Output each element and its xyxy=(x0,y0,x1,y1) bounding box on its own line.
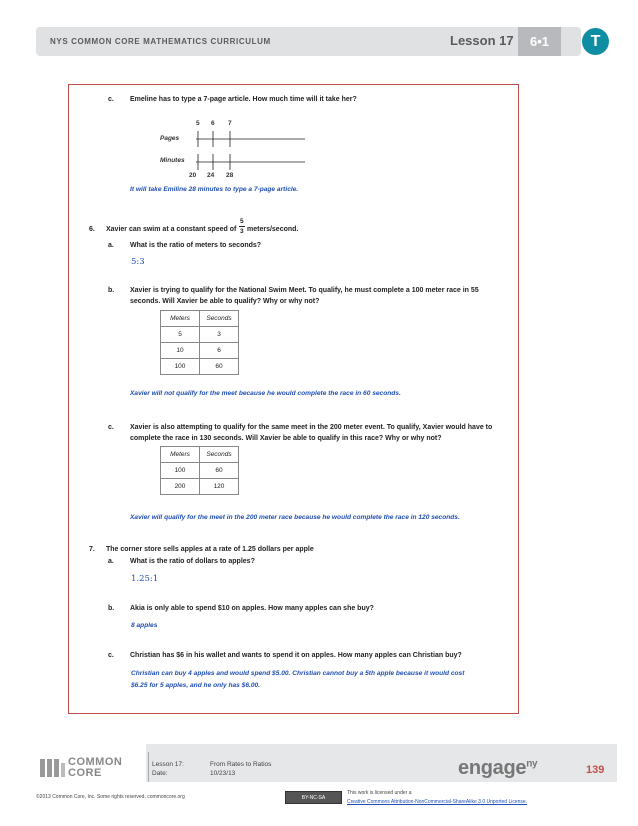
q6a-answer: 5:3 xyxy=(131,257,145,267)
q6-text-after: meters/second. xyxy=(247,226,299,233)
footer-lesson-value: From Rates to Ratios xyxy=(210,761,272,768)
q6c-letter: c. xyxy=(108,424,114,431)
teacher-badge-icon: T xyxy=(582,28,609,55)
footer-date-label: Date: xyxy=(152,770,168,777)
q6-text-before: Xavier can swim at a constant speed of xyxy=(106,226,237,233)
q5c-text: Emeline has to type a 7-page article. How much time will it take her? xyxy=(130,96,357,103)
q7a-text: What is the ratio of dollars to apples? xyxy=(130,558,255,565)
q5c-letter: c. xyxy=(108,96,114,103)
pages-tick-6: 6 xyxy=(211,120,215,127)
table-cell: 3 xyxy=(200,327,239,343)
q6-frac-den: 3 xyxy=(240,228,244,235)
pages-tick-5: 5 xyxy=(196,120,200,127)
table-cell: 120 xyxy=(200,479,239,495)
table-header: Meters xyxy=(161,447,200,463)
engageny-logo xyxy=(458,757,537,780)
cc-license-badge-icon: BY-NC-SA xyxy=(285,791,342,804)
q6b-ratio-table xyxy=(160,310,239,375)
lesson-label: Lesson 17 xyxy=(450,33,514,48)
table-cell: 200 xyxy=(161,479,200,495)
minutes-tick-24: 24 xyxy=(207,172,215,179)
q7c-letter: c. xyxy=(108,652,114,659)
license-link[interactable]: Creative Commons Attribution-NonCommercial-ShareAlike 3.0 Unported License. xyxy=(347,799,528,805)
q7c-answer-line2: $6.25 for 5 apples, and he only has $6.00. xyxy=(131,682,260,689)
q6c-answer: Xavier will qualify for the meet in the 200 meter race because he would complete the race in 120 seconds. xyxy=(130,514,460,521)
brand-text: engage xyxy=(458,757,527,779)
q7b-letter: b. xyxy=(108,605,115,612)
table-cell: 60 xyxy=(200,463,239,479)
q7c-text: Christian has $6 in his wallet and wants to spend it on apples. How many apples can Christian buy? xyxy=(130,652,462,659)
q7a-answer: 1.25:1 xyxy=(131,574,159,584)
table-cell: 100 xyxy=(161,359,200,375)
q7b-text: Akia is only able to spend $10 on apples. How many apples can she buy? xyxy=(130,605,374,612)
table-cell: 10 xyxy=(161,343,200,359)
logo-line2: CORE xyxy=(68,767,102,779)
q6b-letter: b. xyxy=(108,287,115,294)
q7a-letter: a. xyxy=(108,558,114,565)
q6-number: 6. xyxy=(89,226,95,233)
q7b-answer: 8 apples xyxy=(131,622,158,629)
q6c-line1: Xavier is also attempting to qualify for the same meet in the 200 meter event. To qualify, Xavier would have to xyxy=(130,424,493,431)
logo-line1: COMMON xyxy=(68,756,123,768)
table-cell: 5 xyxy=(161,327,200,343)
q7-number: 7. xyxy=(89,546,95,553)
license-text: This work is licensed under a xyxy=(347,790,412,796)
curriculum-title: NYS COMMON CORE MATHEMATICS CURRICULUM xyxy=(50,37,271,46)
footer-lesson-label: Lesson 17: xyxy=(152,761,184,768)
common-core-logo-text xyxy=(68,757,122,779)
q6c-ratio-table xyxy=(160,446,239,495)
table-cell: 6 xyxy=(200,343,239,359)
pages-tick-7: 7 xyxy=(228,120,232,127)
q7-text: The corner store sells apples at a rate of 1.25 dollars per apple xyxy=(106,546,314,553)
table-header: Seconds xyxy=(200,311,239,327)
q6-frac-bar xyxy=(239,226,245,227)
minutes-tick-20: 20 xyxy=(189,172,197,179)
q6a-text: What is the ratio of meters to seconds? xyxy=(130,242,262,249)
table-cell: 100 xyxy=(161,463,200,479)
page-number: 139 xyxy=(586,764,605,776)
table-cell: 60 xyxy=(200,359,239,375)
grade-badge: 6•1 xyxy=(518,27,561,56)
minutes-label: Minutes xyxy=(160,157,185,164)
q6-frac-num: 5 xyxy=(240,218,244,225)
q6b-line1: Xavier is trying to qualify for the National Swim Meet. To qualify, he must complete a 100 meter race in 55 xyxy=(130,287,479,294)
q6c-line2: complete the race in 130 seconds. Will Xavier be able to qualify in this race? Why or why not? xyxy=(130,435,442,442)
table-header: Seconds xyxy=(200,447,239,463)
table-header: Meters xyxy=(161,311,200,327)
q6a-letter: a. xyxy=(108,242,114,249)
footer-divider xyxy=(148,752,149,782)
pages-label: Pages xyxy=(160,135,180,142)
brand-sup: ny xyxy=(526,758,538,770)
footer-date-value: 10/23/13 xyxy=(210,770,236,777)
q7c-answer-line1: Christian can buy 4 apples and would spend $5.00. Christian cannot buy a 5th apple because it would cost xyxy=(131,670,465,677)
q6b-answer: Xavier will not qualify for the meet because he would complete the race in 60 seconds. xyxy=(130,390,401,397)
copyright: ©2013 Common Core, Inc. Some rights reserved. commoncore.org xyxy=(36,794,185,800)
q6b-line2: seconds. Will Xavier be able to qualify? Why or why not? xyxy=(130,298,320,305)
q5c-answer: It will take Emiline 28 minutes to type a 7-page article. xyxy=(130,186,299,193)
minutes-tick-28: 28 xyxy=(226,172,234,179)
common-core-logo-icon xyxy=(40,757,66,779)
